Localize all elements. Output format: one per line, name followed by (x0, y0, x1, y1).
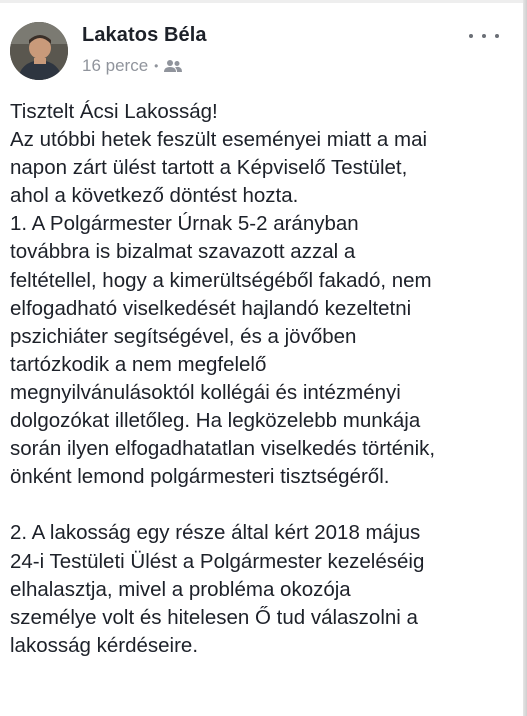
friends-icon[interactable] (164, 59, 182, 73)
more-dot (495, 34, 499, 38)
text-line: Az utóbbi hetek feszült eseményei miatt a mai (10, 128, 428, 152)
text-line: dolgozókat illetőleg. Ha legközelebb munkája (10, 409, 421, 433)
avatar[interactable] (10, 22, 68, 80)
scroll-edge (523, 0, 527, 716)
text-line: lakosság kérdéseire. (10, 633, 199, 657)
post-time[interactable]: 16 perce (82, 56, 149, 75)
text-line: elhalasztja, mivel a probléma okozója (10, 577, 351, 601)
paragraph-gap (10, 491, 515, 519)
author-name[interactable]: Lakatos Béla (82, 24, 207, 46)
text-line: 1. A Polgármester Úrnak 5-2 arányban (10, 212, 359, 236)
text-line: továbbra is bizalmat szavazott azzal a (10, 240, 356, 264)
more-options-icon[interactable] (469, 26, 499, 46)
post-meta (82, 56, 182, 76)
text-line: feltétellel, hogy a kimerültségéből fakadó, nem (10, 268, 432, 292)
text-line: Tisztelt Ácsi Lakosság! (10, 100, 218, 123)
post-header (0, 0, 527, 90)
text-line: során ilyen elfogadhatatlan viselkedés történik, (10, 437, 436, 461)
avatar-photo (10, 22, 68, 80)
text-line: 24-i Testületi Ülést a Polgármester kezeléséig (10, 549, 425, 573)
text-line: napon zárt ülést tartott a Képviselő Testület, (10, 156, 408, 180)
text-line: pszichiáter segítségével, és a jövőben (10, 324, 357, 348)
more-dot (469, 34, 473, 38)
text-line: megnyilvánulásoktól kollégái és intézményi (10, 380, 401, 404)
text-line: ahol a következő döntést hozta. (10, 184, 299, 208)
text-line: 2. A lakosság egy része által kért 2018 május (10, 521, 421, 545)
meta-separator: • (154, 59, 159, 73)
text-line: tartózkodik a nem megfelelő (10, 352, 267, 376)
more-dot (482, 34, 486, 38)
text-line: személye volt és hitelesen Ő tud válaszolni a (10, 605, 418, 629)
text-line: elfogadható viselkedését hajlandó kezeltetni (10, 296, 412, 320)
text-line: önként lemond polgármesteri tisztségéről. (10, 465, 390, 489)
post-text (10, 98, 515, 660)
